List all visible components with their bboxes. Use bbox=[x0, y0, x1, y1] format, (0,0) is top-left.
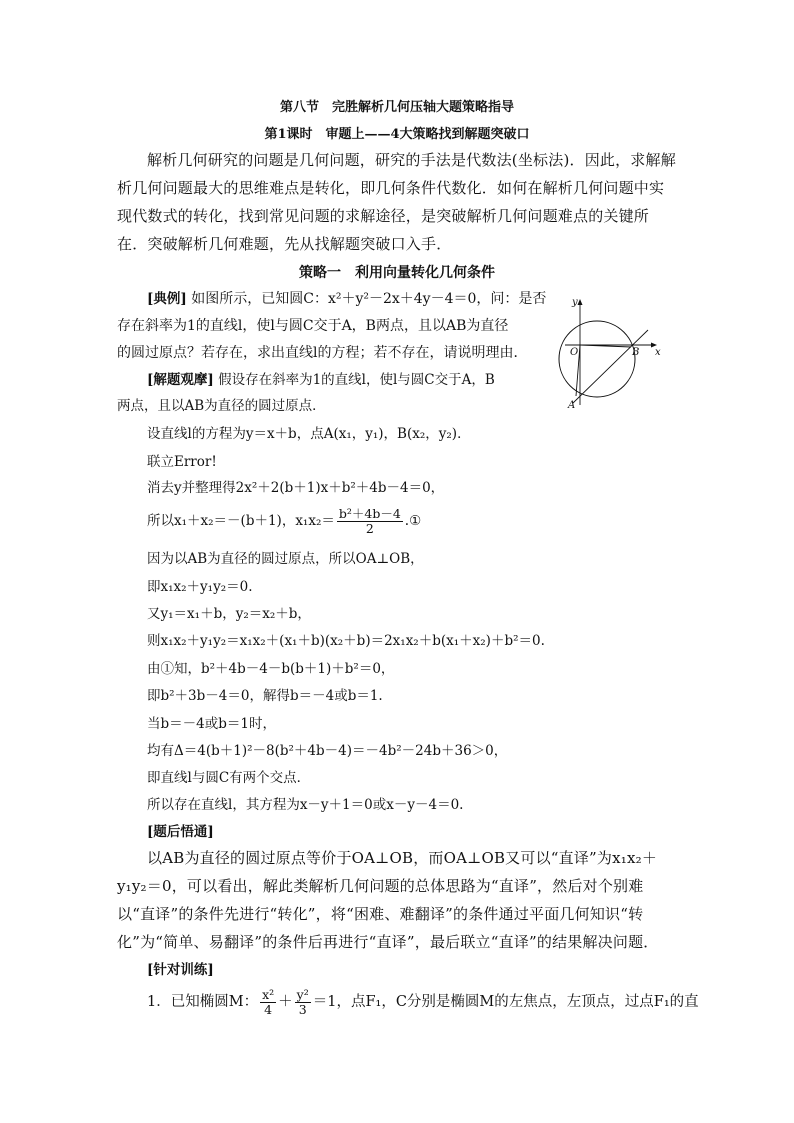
solution-line-16: 所以存在直线l，其方程为x－y＋1＝0或x－y－4＝0. bbox=[147, 797, 464, 813]
ellipse-y-numerator: y² bbox=[296, 986, 309, 1002]
label-x: x bbox=[655, 347, 661, 358]
example-text-1: 如图所示，已知圆C：x²＋y²－2x＋4y－4＝0，问：是否 bbox=[191, 291, 547, 307]
solution-text-1: 假设存在斜率为1的直线l，使l与圆C交于A，B bbox=[218, 372, 495, 388]
training-question-1 bbox=[147, 984, 707, 1020]
circle-c bbox=[559, 321, 635, 397]
plus-sign: ＋ bbox=[278, 994, 293, 1010]
solution-tag: [解题观摩] bbox=[147, 372, 214, 388]
ellipse-term-y bbox=[295, 988, 311, 1017]
solution-text-6: 所以x₁＋x₂＝－(b＋1)，x₁x₂＝ bbox=[147, 513, 335, 529]
fraction-denominator: 2 bbox=[365, 521, 374, 536]
solution-line-14: 均有Δ＝4(b＋1)²－8(b²＋4b－4)＝－4b²－24b＋36＞0， bbox=[147, 743, 508, 759]
fraction-numerator: b²＋4b－4 bbox=[338, 506, 401, 521]
solution-line-4: 联立Error! bbox=[147, 454, 217, 470]
ellipse-x-numerator: x² bbox=[262, 986, 275, 1002]
solution-line-1 bbox=[147, 367, 547, 393]
solution-line-6 bbox=[147, 504, 707, 538]
solution-line-9: 又y₁＝x₁＋b，y₂＝x₂＋b， bbox=[147, 606, 311, 622]
insight-paragraph: 以AB为直径的圆过原点等价于OA⊥OB，而OA⊥OB又可以“直译”为x₁x₂＋y₁y₂＝0，可以看出，解此类解析几何问题的总体思路为“直译”，然后对个别难以“直译”的条件先进行“转化”，将“困难、难翻译”的条件通过平面几何知识“转化”为“简单、易翻译”的条件后再进行“直译”，最后联立“直译”的结果解决问题． bbox=[117, 849, 659, 951]
ellipse-y-denominator: 3 bbox=[298, 1001, 307, 1017]
intro-paragraph: 解析几何研究的问题是几何问题，研究的手法是代数法(坐标法)．因此，求解解析几何问题最大的思维难点是转化，即几何条件代数化．如何在解析几何问题中实现代数式的转化，找到常见问题的求解途径，是突破解析几何问题难点的关键所在．突破解析几何难题，先从找解题突破口入手． bbox=[117, 151, 676, 253]
ellipse-x-denominator: 4 bbox=[264, 1001, 273, 1017]
example-line-1 bbox=[147, 286, 547, 312]
question-text-start: 1．已知椭圆M： bbox=[147, 994, 259, 1010]
strategy-title: 策略一 利用向量转化几何条件 bbox=[299, 265, 495, 281]
solution-line-12: 即b²＋3b－4＝0，解得b＝－4或b＝1. bbox=[147, 688, 383, 704]
label-y: y bbox=[572, 297, 578, 308]
label-b: B bbox=[632, 347, 640, 358]
solution-line-5: 消去y并整理得2x²＋2(b＋1)x＋b²＋4b－4＝0， bbox=[147, 480, 445, 496]
example-tag: [典例] bbox=[147, 291, 187, 307]
section-title: 第八节 完胜解析几何压轴大题策略指导 bbox=[279, 100, 514, 115]
solution-line-10: 则x₁x₂＋y₁y₂＝x₁x₂＋(x₁＋b)(x₂＋b)＝2x₁x₂＋b(x₁＋x₂)＋b²＝0. bbox=[147, 633, 545, 649]
question-text-end: ＝1，点F₁，C分别是椭圆M的左焦点，左顶点，过点F₁的直 bbox=[312, 994, 699, 1010]
y-axis-arrow bbox=[578, 299, 583, 305]
solution-line-15: 即直线l与圆C有两个交点． bbox=[147, 770, 311, 786]
solution-line-2: 两点，且以AB为直径的圆过原点． bbox=[117, 398, 326, 414]
ellipse-term-x bbox=[260, 988, 276, 1017]
example-line-2: 存在斜率为1的直线l，使l与圆C交于A，B两点，且以AB为直径 bbox=[117, 318, 509, 334]
equation-marker: .① bbox=[404, 513, 422, 529]
solution-line-11: 由①知，b²＋4b－4－b(b＋1)＋b²＝0， bbox=[147, 661, 395, 677]
label-o: O bbox=[570, 347, 579, 358]
training-tag: [针对训练] bbox=[147, 962, 214, 978]
product-fraction bbox=[337, 507, 403, 536]
solution-line-8: 即x₁x₂＋y₁y₂＝0. bbox=[147, 579, 253, 595]
solution-line-7: 因为以AB为直径的圆过原点，所以OA⊥OB， bbox=[147, 551, 424, 567]
solution-line-13: 当b＝－4或b＝1时， bbox=[147, 716, 276, 732]
example-line-3: 的圆过原点？若存在，求出直线l的方程；若不存在，请说明理由． bbox=[117, 345, 528, 361]
label-a: A bbox=[568, 400, 576, 411]
insight-tag: [题后悟通] bbox=[147, 824, 214, 840]
lesson-title: 第1课时 审题上——4大策略找到解题突破口 bbox=[264, 127, 530, 142]
solution-line-3: 设直线l的方程为y＝x＋b，点A(x₁，y₁)，B(x₂，y₂)． bbox=[147, 426, 471, 442]
